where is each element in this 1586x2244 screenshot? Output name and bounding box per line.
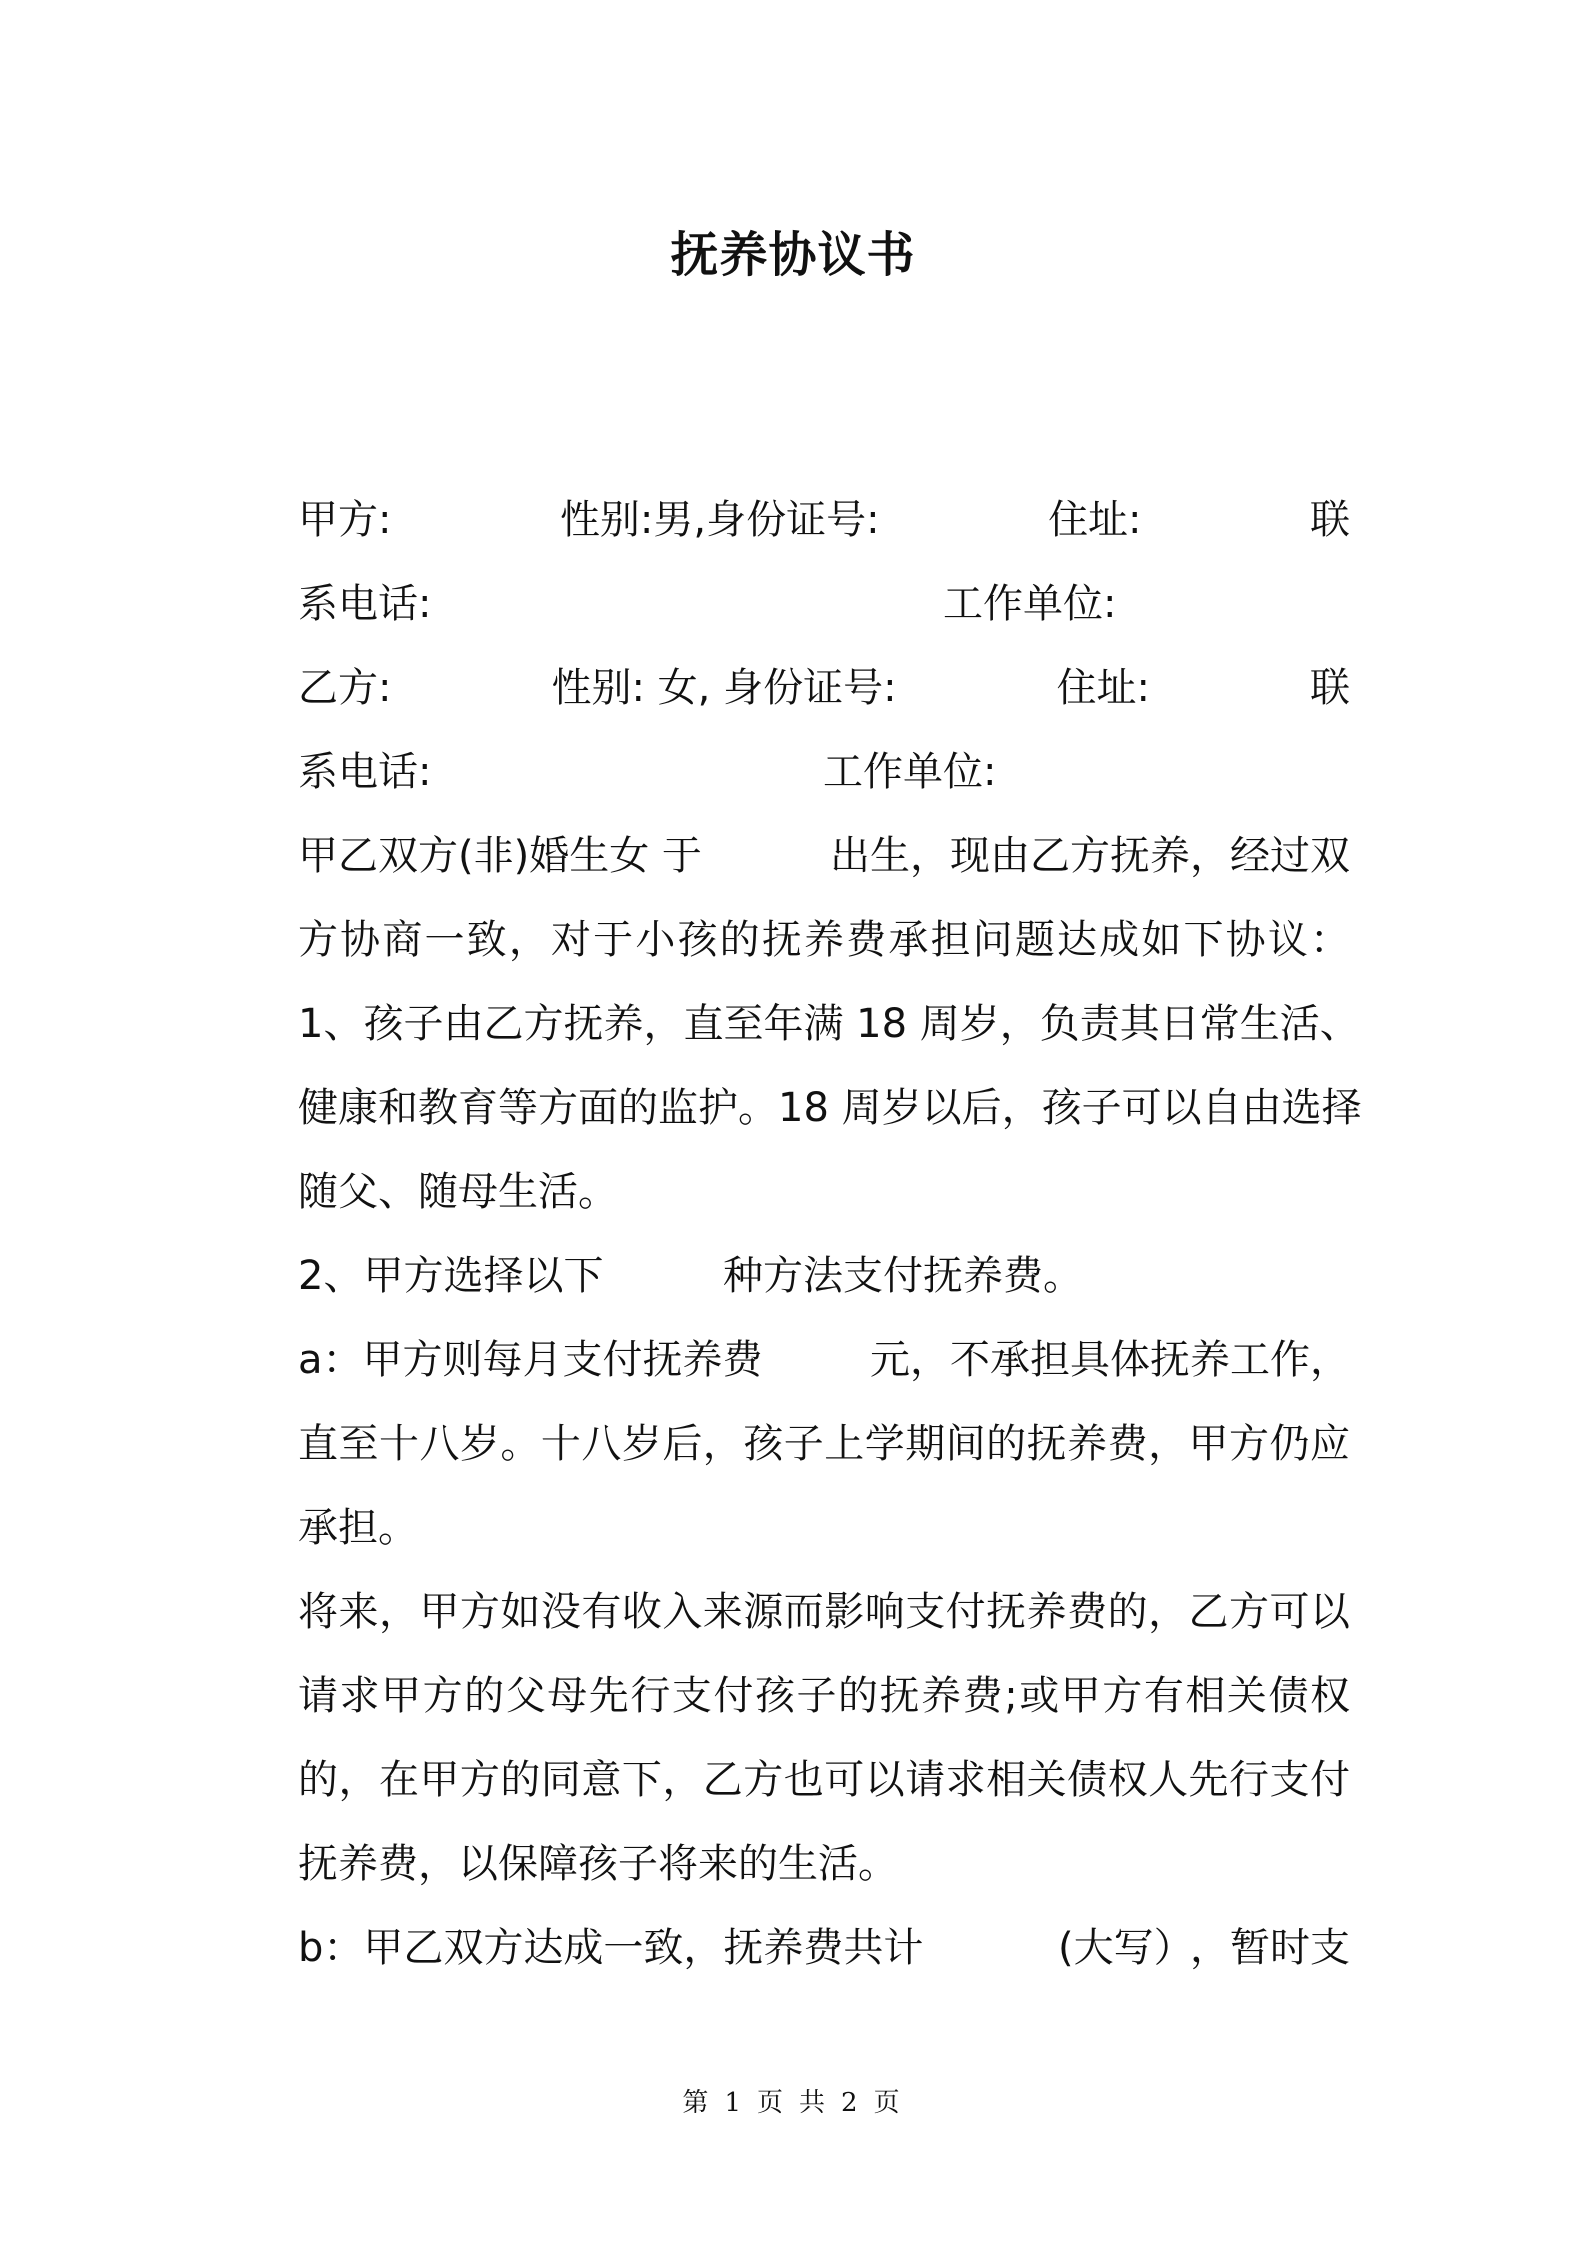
party-b-line-2 <box>298 744 1350 800</box>
option-a-line-2: 直至十八岁。十八岁后，孩子上学期间的抚养费，甲方仍应 <box>298 1421 1350 1467</box>
footer-total-word: 共 <box>799 2088 830 2118</box>
party-a-line-1 <box>298 492 1350 548</box>
intro-line-1-end: 出生，现由乙方抚养，经过双 <box>830 833 1350 879</box>
party-b-phone: 系电话: <box>298 749 432 795</box>
future-line-4: 抚养费，以保障孩子将来的生活。 <box>298 1841 898 1887</box>
option-a-end: 元，不承担具体抚养工作， <box>870 1337 1350 1383</box>
party-a-label: 甲方: <box>298 497 392 543</box>
option-a-line-1 <box>298 1332 1350 1388</box>
future-line-2: 请求甲方的父母先行支付孩子的抚养费;或甲方有相关债权 <box>298 1673 1350 1719</box>
party-b-contact-start: 联 <box>1309 665 1350 711</box>
footer-total-pages: 2 <box>841 2088 862 2118</box>
clause-1-line-2: 健康和教育等方面的监护。18 周岁以后，孩子可以自由选择 <box>298 1085 1362 1131</box>
clause-2-line-1 <box>298 1248 1350 1304</box>
party-b-line-1 <box>298 660 1350 716</box>
intro-line-1 <box>298 828 1350 884</box>
intro-line-1-start: 甲乙双方(非)婚生女 于 <box>298 833 702 879</box>
party-a-phone: 系电话: <box>298 581 432 627</box>
document-title: 抚养协议书 <box>670 227 916 283</box>
clause-1-line-3: 随父、随母生活。 <box>298 1169 618 1215</box>
party-b-label: 乙方: <box>298 665 392 711</box>
party-b-gender-id: 性别: 女, 身份证号: <box>551 665 897 711</box>
party-b-address: 住址: <box>1056 665 1151 711</box>
clause-2-start: 2、甲方选择以下 <box>298 1253 604 1299</box>
future-line-3: 的，在甲方的同意下，乙方也可以请求相关债权人先行支付 <box>298 1757 1350 1803</box>
party-a-address: 住址: <box>1048 497 1142 543</box>
option-b-end: ，暂时支 <box>1190 1925 1350 1971</box>
party-a-gender-id: 性别:男,身份证号: <box>559 497 880 543</box>
future-line-1: 将来，甲方如没有收入来源而影响支付抚养费的，乙方可以 <box>298 1589 1350 1635</box>
footer-page-number: 1 <box>724 2088 745 2118</box>
option-b-line-1 <box>298 1920 1350 1976</box>
page-footer <box>0 2082 1586 2119</box>
option-a-start: a：甲方则每月支付抚养费 <box>298 1337 763 1383</box>
intro-line-2: 方协商一致，对于小孩的抚养费承担问题达成如下协议： <box>298 917 1350 963</box>
party-b-work: 工作单位: <box>823 749 997 795</box>
party-a-line-2 <box>298 576 1350 632</box>
footer-page-word: 第 <box>682 2088 713 2118</box>
clause-1-line-1: 1、孩子由乙方抚养，直至年满 18 周岁，负责其日常生活、 <box>298 1001 1360 1047</box>
party-a-work: 工作单位: <box>943 581 1117 627</box>
party-a-contact-start: 联 <box>1310 497 1350 543</box>
option-a-line-3: 承担。 <box>298 1505 418 1551</box>
clause-2-end: 种方法支付抚养费。 <box>723 1253 1083 1299</box>
footer-page-unit: 页 <box>756 2088 787 2118</box>
option-b-capital: (大写） <box>1058 1925 1194 1971</box>
option-b-start: b：甲乙双方达成一致，抚养费共计 <box>298 1925 924 1971</box>
footer-total-unit: 页 <box>873 2088 904 2118</box>
